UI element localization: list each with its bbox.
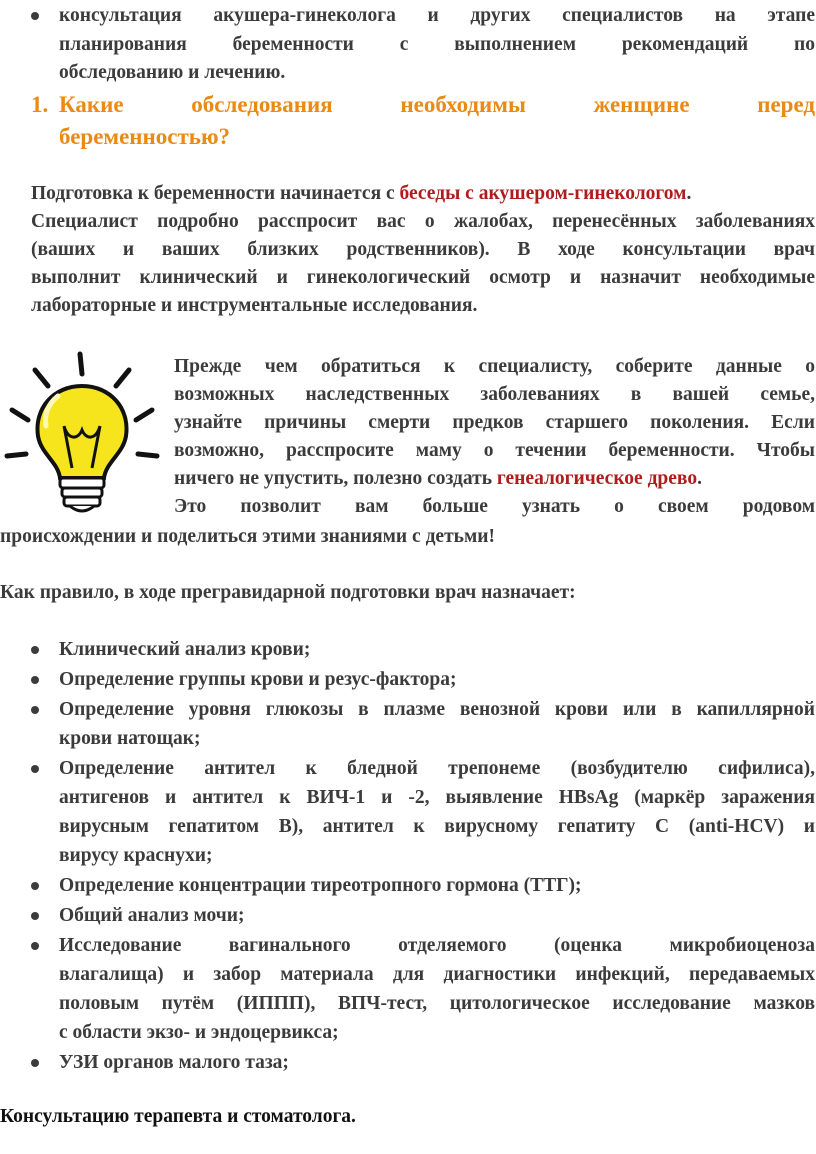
- highlight-text: беседы с акушером-гинекологом: [399, 183, 687, 204]
- list-item: УЗИ органов малого таза;: [59, 1052, 289, 1073]
- tip-paragraph-line: Прежде чем обратиться к специалисту, соберите данные о: [174, 356, 815, 377]
- intro-paragraph-line: Специалист подробно расспросит вас о жалобах, перенесённых заболеваниях: [31, 211, 815, 232]
- bullet-dot: [31, 912, 39, 920]
- bullet-dot: [31, 765, 39, 773]
- tip-paragraph-line: Это позволит вам больше узнать о своем родовом: [174, 496, 815, 517]
- prescription-intro: Как правило, в ходе прегравидарной подготовки врач назначает:: [0, 582, 576, 603]
- list-item: крови натощак;: [59, 728, 201, 749]
- intro-paragraph-line: [31, 180, 815, 208]
- section-heading: беременностью?: [59, 124, 231, 149]
- intro-paragraph-line: (ваших и ваших близких родственников). В ходе консультации врач: [31, 239, 815, 260]
- list-item: Клинический анализ крови;: [59, 639, 311, 660]
- list-item: Исследование вагинального отделяемого (оценка микробиоценоза: [59, 935, 815, 956]
- intro-text: .: [686, 183, 692, 204]
- highlight-text: генеалогическое древо: [496, 468, 698, 489]
- bullet-dot: [31, 882, 39, 890]
- list-item: антигенов и антител к ВИЧ-1 и -2, выявление HBsAg (маркёр заражения: [59, 787, 815, 808]
- list-item: влагалища) и забор материала для диагностики инфекций, передаваемых: [59, 964, 815, 985]
- section-heading-number: 1.: [31, 92, 49, 117]
- top-bullet-line: консультация акушера-гинеколога и других специалистов на этапе: [59, 5, 815, 26]
- tip-paragraph-line: возможно, расспросите маму о течении беременности. Чтобы: [174, 440, 815, 461]
- list-item: Общий анализ мочи;: [59, 905, 245, 926]
- top-bullet-line: обследованию и лечению.: [59, 62, 286, 83]
- bullet-dot: [31, 1059, 39, 1067]
- list-item: Определение концентрации тиреотропного гормона (ТТГ);: [59, 875, 582, 896]
- tip-text: .: [697, 468, 702, 489]
- lightbulb-icon: [2, 348, 162, 518]
- intro-paragraph-line: лабораторные и инструментальные исследования.: [31, 295, 478, 316]
- list-item: половым путём (ИППП), ВПЧ-тест, цитологическое исследование мазков: [59, 993, 815, 1014]
- footer-note: Консультацию терапевта и стоматолога.: [0, 1106, 356, 1127]
- tip-paragraph-line: узнайте причины смерти предков старшего поколения. Если: [174, 412, 815, 433]
- intro-paragraph-line: выполнит клинический и гинекологический осмотр и назначит необходимые: [31, 267, 815, 288]
- tip-paragraph-line: происхождении и поделиться этими знаниями с детьми!: [0, 526, 495, 547]
- top-bullet-line: планирования беременности с выполнением рекомендаций по: [59, 34, 815, 55]
- list-item: Определение группы крови и резус-фактора;: [59, 669, 457, 690]
- list-item: Определение антител к бледной трепонеме (возбудителю сифилиса),: [59, 758, 815, 779]
- tip-text: ничего не упустить, полезно создать: [174, 468, 497, 489]
- bullet-dot: [31, 12, 39, 20]
- section-heading: Какие обследования необходимы женщине перед: [59, 92, 815, 117]
- tip-paragraph-line: возможных наследственных заболеваниях в вашей семье,: [174, 384, 815, 405]
- bullet-dot: [31, 942, 39, 950]
- list-item: Определение уровня глюкозы в плазме венозной крови или в капиллярной: [59, 699, 815, 720]
- bullet-dot: [31, 676, 39, 684]
- list-item: вирусу краснухи;: [59, 845, 213, 866]
- bullet-dot: [31, 646, 39, 654]
- tip-paragraph-line: [174, 465, 815, 493]
- list-item: вирусным гепатитом B), антител к вирусному гепатиту C (anti-HCV) и: [59, 816, 815, 837]
- list-item: с области экзо- и эндоцервикса;: [59, 1022, 339, 1043]
- bullet-dot: [31, 706, 39, 714]
- intro-text: Подготовка к беременности начинается с: [31, 183, 400, 204]
